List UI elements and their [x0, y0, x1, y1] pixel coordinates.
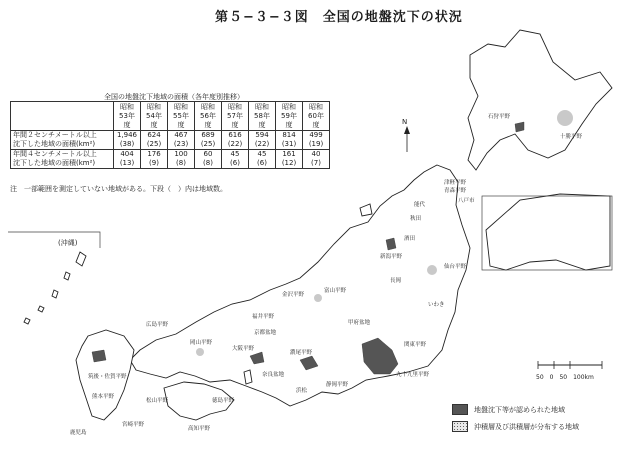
okinawa-islet-1	[64, 272, 70, 280]
map-label-kumamoto: 熊本平野	[92, 394, 115, 400]
table-header: 昭和 56年度	[195, 102, 222, 131]
map-label-toyama: 富山平野	[324, 288, 347, 294]
table-cell: 404 (13)	[114, 150, 141, 169]
table-cell: 689 (25)	[195, 131, 222, 150]
map-label-okayama: 岡山平野	[190, 340, 213, 346]
table-cell: 45 (6)	[249, 150, 276, 169]
map-label-hiroshima: 広島平野	[146, 322, 169, 328]
map-label-kanto: 関東平野	[404, 342, 427, 348]
table-cell: 45 (6)	[222, 150, 249, 169]
map-legend	[452, 404, 579, 438]
map-label-sendai: 仙台平野	[444, 264, 467, 270]
scale-bar	[536, 360, 606, 370]
table-header: 昭和 60年度	[303, 102, 330, 131]
map-label-niigata: 新潟平野	[380, 254, 403, 260]
map-label-kofu: 甲府盆地	[348, 320, 371, 326]
subsidence-chikugo	[92, 350, 106, 362]
okinawa-label: (沖縄)	[58, 239, 78, 247]
map-label-nara: 奈良盆地	[262, 372, 285, 378]
inset-kuril-region	[486, 194, 610, 270]
map-label-osaka: 大阪平野	[232, 346, 255, 352]
alluvial-sendai	[427, 265, 437, 275]
alluvial-okayama	[196, 348, 204, 356]
table-note: 注 一部範囲を測定していない地域がある。下段（ ）内は地域数。	[10, 185, 227, 193]
table-cell: 60 (8)	[195, 150, 222, 169]
map-label-kujukuri: 九十九里平野	[396, 372, 430, 378]
subsidence-ishikari	[515, 122, 524, 132]
map-label-sakata: 酒田	[404, 236, 416, 242]
legend-item-subsidence	[452, 404, 579, 415]
map-label-hamamatsu: 浜松	[296, 388, 308, 394]
map-label-aomori: 青森平野	[444, 188, 467, 194]
sado-island	[360, 204, 372, 216]
okinawa-island	[76, 252, 86, 266]
legend-label: 地盤沈下等が認められた地域	[474, 405, 565, 414]
table-cell: 594 (22)	[249, 131, 276, 150]
table-corner	[11, 102, 114, 131]
map-label-akita: 秋田	[410, 216, 422, 222]
table-cell: 467 (23)	[168, 131, 195, 150]
map-label-chikugo: 筑後・佐賀平野	[88, 374, 127, 380]
table-header-row	[11, 102, 330, 131]
map-label-iwaki: いわき	[428, 302, 445, 308]
awaji-island	[244, 370, 252, 384]
table-cell: 616 (22)	[222, 131, 249, 150]
map-label-matsuyama: 松山平野	[146, 398, 169, 404]
table-header: 昭和 58年度	[249, 102, 276, 131]
table-row	[11, 131, 330, 150]
table-cell: 624 (25)	[141, 131, 168, 150]
legend-label: 沖積層及び洪積層が分布する地域	[474, 422, 579, 431]
table-header: 昭和 54年度	[141, 102, 168, 131]
table-header: 昭和 53年度	[114, 102, 141, 131]
table-cell: 176 (9)	[141, 150, 168, 169]
alluvial-swatch-icon	[452, 421, 468, 432]
map-label-miyazaki: 宮崎平野	[122, 422, 145, 428]
table-cell: 100 (8)	[168, 150, 195, 169]
map-label-shizuoka: 静岡平野	[326, 382, 349, 388]
row-label: 年間２センチメートル以上 沈下した地域の面積(km²)	[11, 131, 114, 150]
row-label: 年間４センチメートル以上 沈下した地域の面積(km²)	[11, 150, 114, 169]
okinawa-frame	[8, 232, 100, 248]
table-header: 昭和 55年度	[168, 102, 195, 131]
map-label-fukui: 福井平野	[252, 314, 275, 320]
map-label-tokachi: 十勝平野	[560, 134, 583, 140]
map-label-kagoshima: 鹿児島	[70, 430, 87, 436]
table-row	[11, 150, 330, 169]
map-label-kochi: 高知平野	[188, 426, 211, 432]
map-label-noshiro: 能代	[414, 202, 426, 208]
map-label-nobi: 濃尾平野	[290, 350, 313, 356]
table-cell: 1,946 (38)	[114, 131, 141, 150]
map-label-kyoto: 京都盆地	[254, 330, 277, 336]
table-cell: 814 (31)	[276, 131, 303, 150]
legend-item-alluvial	[452, 421, 579, 432]
subsidence-niigata	[386, 238, 396, 250]
subsidence-area-table	[10, 101, 330, 169]
okinawa-islet-2	[52, 290, 58, 298]
map-label-kanazawa: 金沢平野	[282, 292, 305, 298]
hokkaido-island	[468, 30, 612, 170]
alluvial-tokachi	[557, 110, 573, 126]
scale-label: 50 0 50 100km	[536, 374, 594, 381]
alluvial-toyama	[314, 294, 322, 302]
okinawa-islet-4	[24, 318, 30, 324]
map-label-nagaoka: 長岡	[390, 278, 402, 284]
table-cell: 499 (19)	[303, 131, 330, 150]
map-label-hachinohe: 八戸市	[458, 198, 475, 204]
north-arrow-icon	[398, 124, 416, 158]
table-cell: 161 (12)	[276, 150, 303, 169]
table-caption: 全国の地盤沈下地域の面積（各年度別推移）	[104, 93, 244, 101]
okinawa-islet-3	[38, 306, 44, 312]
subsidence-swatch-icon	[452, 404, 468, 415]
map-label-tokushima: 徳島平野	[212, 398, 235, 404]
north-label: N	[402, 118, 408, 126]
page-title: 第５−３−３図 全国の地盤沈下の状況	[215, 10, 463, 25]
table-header: 昭和 57年度	[222, 102, 249, 131]
map-label-tsugaru: 津軽平野	[444, 180, 467, 186]
map-label-ishikari: 石狩平野	[488, 114, 511, 120]
table-header: 昭和 59年度	[276, 102, 303, 131]
table-cell: 40 (7)	[303, 150, 330, 169]
